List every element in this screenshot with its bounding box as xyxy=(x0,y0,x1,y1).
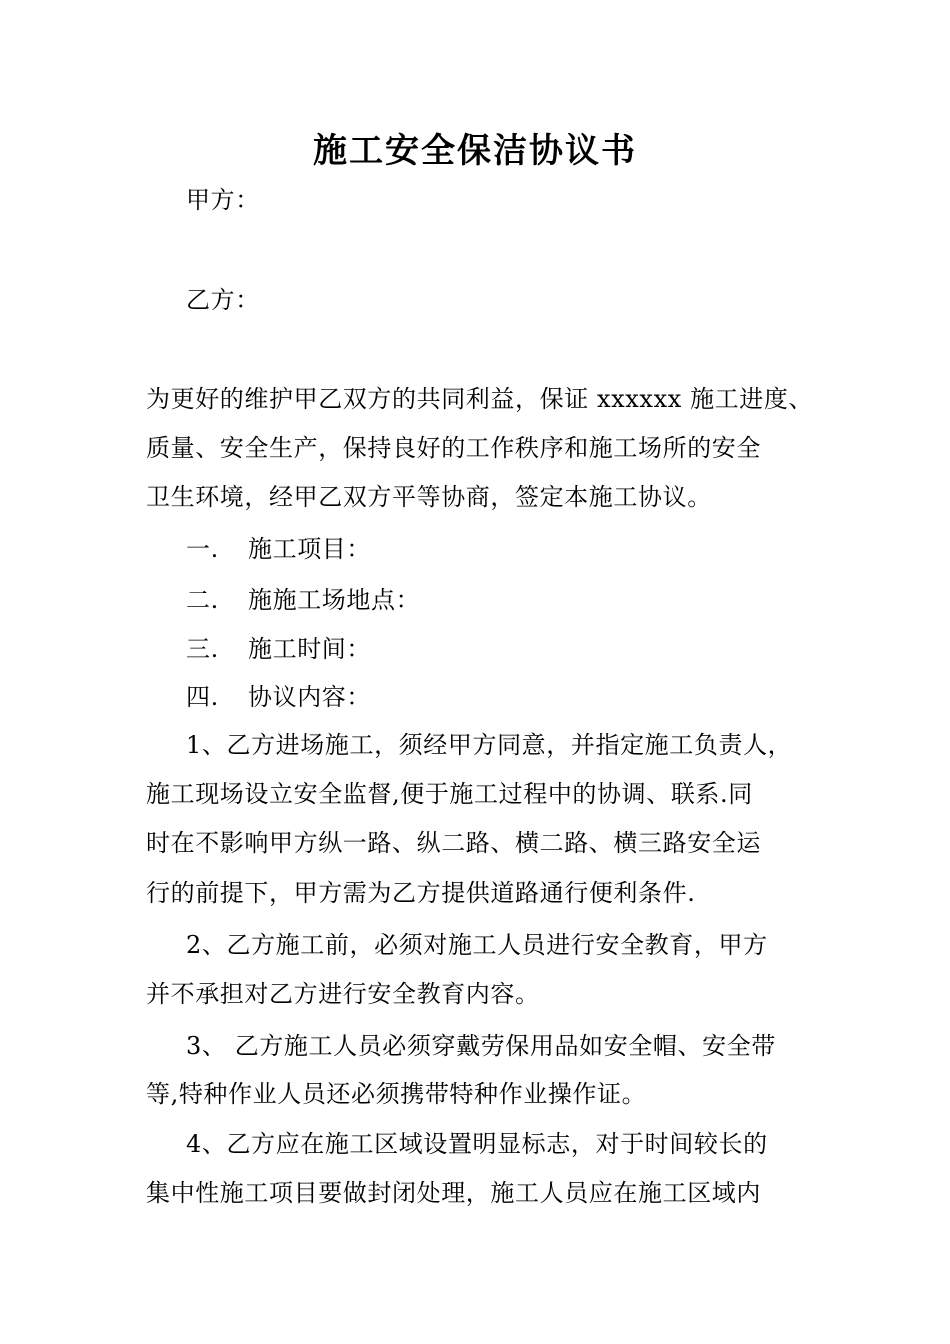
section-label: 施施工场地点： xyxy=(248,586,421,614)
party-a-label: 甲方： xyxy=(186,186,260,214)
clause-2-line: 并不承担对乙方进行安全教育内容。 xyxy=(146,980,540,1008)
section-label: 施工项目： xyxy=(248,535,371,563)
clause-1-line: 1、乙方进场施工，须经甲方同意，并指定施工负责人， xyxy=(186,731,793,759)
clause-3-line: 3、 乙方施工人员必须穿戴劳保用品如安全帽、安全带 xyxy=(186,1032,776,1060)
document-title: 施工安全保洁协议书 xyxy=(313,131,637,171)
section-number: 三. xyxy=(186,635,219,663)
clause-4-line: 4、乙方应在施工区域设置明显标志，对于时间较长的 xyxy=(186,1130,768,1158)
section-number: 四. xyxy=(186,683,219,711)
section-heading xyxy=(186,584,420,616)
clause-4-line: 集中性施工项目要做封闭处理，施工人员应在施工区域内 xyxy=(146,1179,761,1207)
section-label: 施工时间： xyxy=(248,635,371,663)
intro-line: 为更好的维护甲乙双方的共同利益，保证 xxxxxx 施工进度、 xyxy=(146,385,814,413)
section-number: 二. xyxy=(186,586,219,614)
intro-line: 质量、安全生产，保持良好的工作秩序和施工场所的安全 xyxy=(146,434,761,462)
clause-1-line: 时在不影响甲方纵一路、纵二路、横二路、横三路安全运 xyxy=(146,829,761,857)
section-heading xyxy=(186,681,371,713)
intro-line: 卫生环境，经甲乙双方平等协商，签定本施工协议。 xyxy=(146,483,712,511)
section-heading xyxy=(186,633,371,665)
clause-3-line: 等,特种作业人员还必须携带特种作业操作证。 xyxy=(146,1080,647,1108)
section-number: 一. xyxy=(186,535,219,563)
clause-1-line: 行的前提下，甲方需为乙方提供道路通行便利条件. xyxy=(146,879,696,907)
section-heading xyxy=(186,533,371,565)
party-b-label: 乙方： xyxy=(186,286,260,314)
clause-2-line: 2、乙方施工前，必须对施工人员进行安全教育，甲方 xyxy=(186,931,768,959)
clause-1-line: 施工现场设立安全监督,便于施工过程中的协调、联系.同 xyxy=(146,780,753,808)
section-label: 协议内容： xyxy=(248,683,371,711)
